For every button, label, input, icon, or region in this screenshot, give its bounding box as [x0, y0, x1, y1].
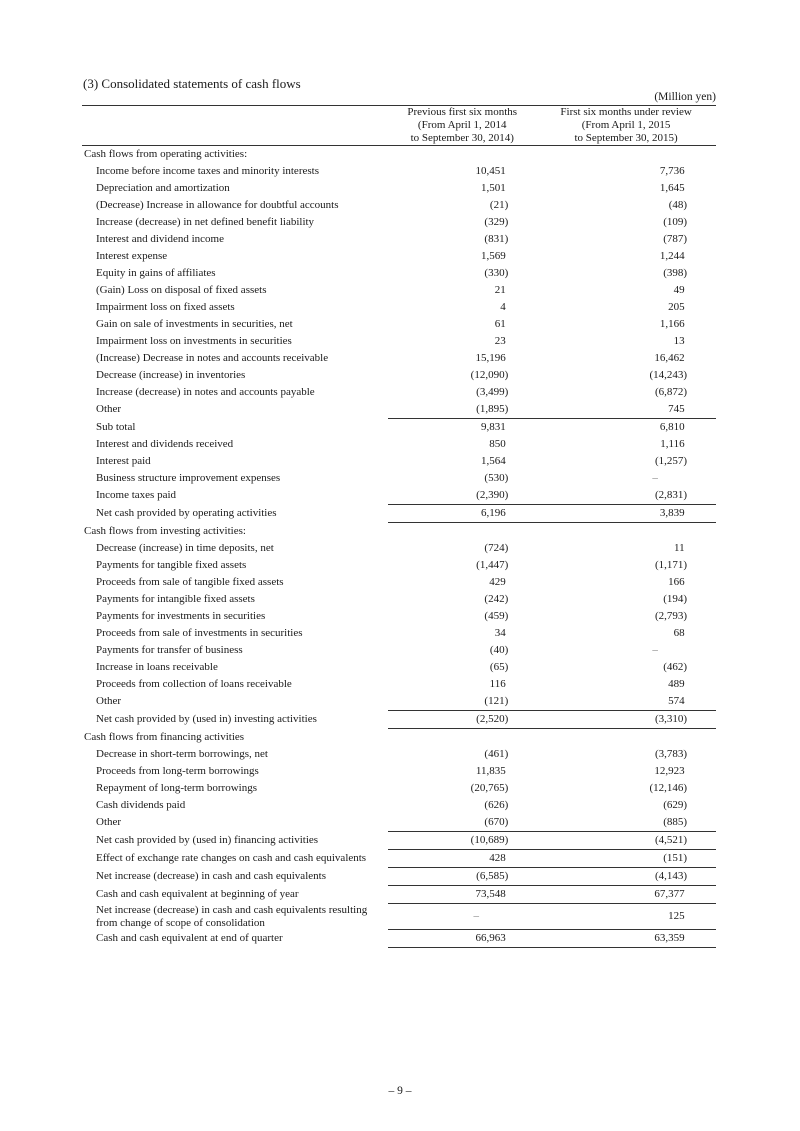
amount: 23 — [494, 335, 506, 347]
previous-period-value — [388, 676, 536, 693]
amount: 574 — [668, 695, 685, 707]
row-label: Cash dividends paid — [96, 799, 186, 811]
amount: – — [473, 910, 479, 922]
amount: (1,447) — [476, 559, 509, 571]
section-header-row — [82, 523, 716, 541]
amount: (3,310) — [655, 713, 688, 725]
row-label: Payments for intangible fixed assets — [96, 593, 255, 605]
amount: (48) — [668, 199, 688, 211]
current-period-value — [536, 850, 716, 868]
row-label: Sub total — [96, 420, 136, 433]
current-period-value — [536, 746, 716, 763]
table-row — [82, 608, 716, 625]
amount: (1,171) — [655, 559, 688, 571]
amount: (2,793) — [655, 610, 688, 622]
table-row — [82, 814, 716, 832]
amount: 66,963 — [475, 932, 506, 944]
row-label: Payments for tangible fixed assets — [96, 559, 247, 571]
current-period-value — [536, 401, 716, 419]
header-label-cell — [82, 106, 388, 146]
amount: 116 — [489, 678, 506, 690]
row-label: Payments for investments in securities — [96, 610, 266, 622]
amount: 7,736 — [659, 165, 685, 177]
column-header-row — [82, 106, 716, 146]
table-row — [82, 436, 716, 453]
amount: 850 — [489, 438, 506, 450]
row-label: Proceeds from sale of tangible fixed assets — [96, 576, 284, 588]
row-label: Increase in loans receivable — [96, 661, 218, 673]
amount: (65) — [489, 661, 509, 673]
previous-period-value — [388, 350, 536, 367]
table-row — [82, 832, 716, 850]
current-period-value — [536, 419, 716, 437]
previous-period-value — [388, 814, 536, 832]
previous-period-value — [388, 384, 536, 401]
previous-period-value — [388, 557, 536, 574]
current-period-value — [536, 505, 716, 523]
section-header-row — [82, 146, 716, 164]
amount: (330) — [484, 267, 509, 279]
current-period-value — [536, 780, 716, 797]
row-label: Other — [96, 403, 122, 416]
current-period-value — [536, 625, 716, 642]
amount: (462) — [663, 661, 688, 673]
previous-period-value — [388, 711, 536, 729]
amount: (724) — [484, 542, 509, 554]
current-period-value — [536, 453, 716, 470]
header-curr-line1: First six months under review — [560, 106, 692, 118]
amount: (670) — [484, 816, 509, 828]
row-label: Net cash provided by (used in) investing activities — [96, 713, 317, 725]
previous-period-value — [388, 625, 536, 642]
current-period-value — [536, 797, 716, 814]
previous-period-value — [388, 850, 536, 868]
row-label: (Increase) Decrease in notes and accounts receivable — [96, 352, 329, 364]
current-period-value — [536, 248, 716, 265]
header-prev-line2: (From April 1, 2014 — [417, 119, 507, 131]
table-row — [82, 540, 716, 557]
table-row — [82, 180, 716, 197]
current-period-value — [536, 711, 716, 729]
current-period-value — [536, 930, 716, 948]
row-label: Decrease (increase) in time deposits, net — [96, 542, 274, 554]
row-label: Interest and dividends received — [96, 438, 234, 450]
amount: (461) — [484, 748, 509, 760]
previous-period-value — [388, 453, 536, 470]
current-period-value — [536, 523, 716, 541]
row-label: Proceeds from sale of investments in securities — [96, 627, 303, 639]
cash-flow-body — [82, 146, 716, 948]
amount: 11 — [673, 542, 685, 554]
current-period-value — [536, 693, 716, 711]
current-period-value — [536, 557, 716, 574]
row-label: Proceeds from long-term borrowings — [96, 765, 259, 777]
current-period-value — [536, 163, 716, 180]
table-row — [82, 265, 716, 282]
amount: – — [652, 644, 658, 656]
previous-period-value — [388, 367, 536, 384]
previous-period-value — [388, 436, 536, 453]
amount: 12,923 — [654, 765, 685, 777]
previous-period-value — [388, 180, 536, 197]
row-label: Increase (decrease) in net defined benefit liability — [96, 216, 315, 228]
table-row — [82, 197, 716, 214]
amount: 6,810 — [659, 421, 685, 433]
amount: 1,501 — [480, 182, 506, 194]
amount: 1,116 — [660, 438, 685, 450]
row-label: Cash flows from financing activities — [84, 730, 245, 743]
amount: 205 — [668, 301, 685, 313]
table-row — [82, 904, 716, 930]
amount: (10,689) — [470, 834, 509, 846]
table-row — [82, 384, 716, 401]
section-header-row — [82, 729, 716, 747]
header-previous-period — [388, 106, 536, 146]
header-curr-line3: to September 30, 2015) — [574, 132, 678, 144]
previous-period-value — [388, 248, 536, 265]
row-label: Income taxes paid — [96, 489, 177, 502]
table-row — [82, 470, 716, 487]
amount: (21) — [489, 199, 509, 211]
amount: – — [652, 472, 658, 484]
table-row — [82, 557, 716, 574]
current-period-value — [536, 265, 716, 282]
amount: 11,835 — [475, 765, 506, 777]
amount: 1,645 — [659, 182, 685, 194]
current-period-value — [536, 904, 716, 930]
current-period-value — [536, 814, 716, 832]
previous-period-value — [388, 591, 536, 608]
previous-period-value — [388, 868, 536, 886]
table-row — [82, 231, 716, 248]
current-period-value — [536, 729, 716, 747]
amount: (831) — [484, 233, 509, 245]
row-label: Depreciation and amortization — [96, 182, 230, 194]
previous-period-value — [388, 763, 536, 780]
amount: (2,520) — [476, 713, 509, 725]
current-period-value — [536, 574, 716, 591]
amount: 67,377 — [654, 888, 685, 900]
amount: 15,196 — [475, 352, 506, 364]
amount: (20,765) — [470, 782, 509, 794]
amount: 125 — [668, 910, 685, 922]
current-period-value — [536, 470, 716, 487]
amount: (121) — [484, 695, 509, 707]
row-label: Interest and dividend income — [96, 233, 224, 245]
current-period-value — [536, 146, 716, 164]
table-row — [82, 868, 716, 886]
amount: (40) — [489, 644, 509, 656]
table-row — [82, 763, 716, 780]
current-period-value — [536, 659, 716, 676]
row-label: Increase (decrease) in notes and accounts payable — [96, 386, 315, 398]
previous-period-value — [388, 523, 536, 541]
row-label: Net cash provided by operating activities — [96, 507, 277, 519]
row-label: Cash flows from operating activities: — [84, 148, 248, 160]
row-label: (Decrease) Increase in allowance for doubtful accounts — [96, 199, 339, 211]
amount: (885) — [663, 816, 688, 828]
amount: 1,244 — [659, 250, 685, 262]
row-label: Impairment loss on investments in securities — [96, 335, 292, 347]
row-label: Net cash provided by (used in) financing activities — [96, 834, 319, 846]
previous-period-value — [388, 265, 536, 282]
table-row — [82, 214, 716, 231]
header-prev-line3: to September 30, 2014) — [410, 132, 514, 144]
previous-period-value — [388, 904, 536, 930]
amount: 61 — [494, 318, 506, 330]
row-label: Cash and cash equivalent at beginning of year — [96, 888, 299, 900]
current-period-value — [536, 384, 716, 401]
amount: 166 — [668, 576, 685, 588]
previous-period-value — [388, 419, 536, 437]
current-period-value — [536, 608, 716, 625]
current-period-value — [536, 214, 716, 231]
amount: (398) — [663, 267, 688, 279]
amount: 489 — [668, 678, 685, 690]
current-period-value — [536, 350, 716, 367]
previous-period-value — [388, 886, 536, 904]
previous-period-value — [388, 780, 536, 797]
current-period-value — [536, 832, 716, 850]
table-row — [82, 780, 716, 797]
current-period-value — [536, 197, 716, 214]
current-period-value — [536, 591, 716, 608]
table-row — [82, 316, 716, 333]
previous-period-value — [388, 574, 536, 591]
amount: (6,585) — [476, 870, 509, 882]
row-label: Decrease in short-term borrowings, net — [96, 748, 268, 760]
table-row — [82, 419, 716, 437]
table-row — [82, 367, 716, 384]
table-row — [82, 591, 716, 608]
amount: (1,257) — [655, 455, 688, 467]
header-current-period — [536, 106, 716, 146]
amount: (14,243) — [649, 369, 688, 381]
previous-period-value — [388, 832, 536, 850]
table-row — [82, 711, 716, 729]
previous-period-value — [388, 930, 536, 948]
previous-period-value — [388, 316, 536, 333]
row-label: Net increase (decrease) in cash and cash equivalents — [96, 870, 326, 882]
amount: (1,895) — [476, 403, 509, 415]
table-row — [82, 282, 716, 299]
amount: 10,451 — [475, 165, 506, 177]
current-period-value — [536, 282, 716, 299]
table-row — [82, 505, 716, 523]
table-row — [82, 746, 716, 763]
table-row — [82, 659, 716, 676]
amount: 429 — [489, 576, 506, 588]
row-label: Business structure improvement expenses — [96, 472, 281, 484]
current-period-value — [536, 868, 716, 886]
amount: 428 — [489, 852, 506, 864]
table-row — [82, 797, 716, 814]
amount: 9,831 — [480, 421, 506, 433]
table-row — [82, 453, 716, 470]
row-label: Impairment loss on fixed assets — [96, 301, 235, 313]
current-period-value — [536, 886, 716, 904]
table-row — [82, 350, 716, 367]
amount: (787) — [663, 233, 688, 245]
row-label: Decrease (increase) in inventories — [96, 369, 246, 381]
previous-period-value — [388, 401, 536, 419]
row-label: Interest paid — [96, 455, 151, 467]
current-period-value — [536, 676, 716, 693]
amount: (530) — [484, 472, 509, 484]
header-curr-line2: (From April 1, 2015 — [581, 119, 671, 131]
table-row — [82, 248, 716, 265]
previous-period-value — [388, 505, 536, 523]
row-label: Effect of exchange rate changes on cash and cash equivalents — [96, 852, 367, 864]
amount: (4,143) — [655, 870, 688, 882]
amount: (626) — [484, 799, 509, 811]
table-row — [82, 163, 716, 180]
previous-period-value — [388, 746, 536, 763]
amount: 73,548 — [475, 888, 506, 900]
previous-period-value — [388, 540, 536, 557]
previous-period-value — [388, 282, 536, 299]
previous-period-value — [388, 729, 536, 747]
table-row — [82, 299, 716, 316]
amount: (629) — [663, 799, 688, 811]
table-row — [82, 401, 716, 419]
previous-period-value — [388, 487, 536, 505]
current-period-value — [536, 367, 716, 384]
previous-period-value — [388, 470, 536, 487]
table-row — [82, 487, 716, 505]
previous-period-value — [388, 146, 536, 164]
amount: (459) — [484, 610, 509, 622]
current-period-value — [536, 487, 716, 505]
amount: (4,521) — [655, 834, 688, 846]
unit-label: (Million yen) — [654, 91, 716, 103]
amount: (3,499) — [476, 386, 509, 398]
table-row — [82, 574, 716, 591]
previous-period-value — [388, 608, 536, 625]
amount: (12,090) — [470, 369, 509, 381]
amount: (12,146) — [649, 782, 688, 794]
amount: 6,196 — [480, 507, 506, 519]
table-row — [82, 693, 716, 711]
amount: 745 — [668, 403, 685, 415]
current-period-value — [536, 316, 716, 333]
amount: 1,166 — [659, 318, 685, 330]
amount: 13 — [673, 335, 685, 347]
previous-period-value — [388, 231, 536, 248]
header-prev-line1: Previous first six months — [407, 106, 518, 118]
amount: 4 — [500, 301, 506, 313]
page-number: – 9 – — [388, 1085, 412, 1097]
amount: 21 — [494, 284, 506, 296]
amount: (6,872) — [655, 386, 688, 398]
row-label: (Gain) Loss on disposal of fixed assets — [96, 284, 267, 296]
row-label: Cash flows from investing activities: — [84, 524, 246, 537]
current-period-value — [536, 763, 716, 780]
row-label: Repayment of long-term borrowings — [96, 782, 257, 794]
previous-period-value — [388, 797, 536, 814]
previous-period-value — [388, 693, 536, 711]
previous-period-value — [388, 214, 536, 231]
current-period-value — [536, 299, 716, 316]
row-label: Proceeds from collection of loans receivable — [96, 678, 292, 690]
amount: (151) — [663, 852, 688, 864]
row-label: Net increase (decrease) in cash and cash equivalents resulting from change of scope of consolidation — [96, 903, 368, 929]
amount: (242) — [484, 593, 509, 605]
amount: 34 — [494, 627, 506, 639]
row-label: Other — [96, 816, 122, 829]
amount: 1,569 — [480, 250, 506, 262]
amount: (329) — [484, 216, 509, 228]
previous-period-value — [388, 333, 536, 350]
row-label: Cash and cash equivalent at end of quarter — [96, 932, 283, 944]
amount: 63,359 — [654, 932, 685, 944]
amount: (109) — [663, 216, 688, 228]
amount: (3,783) — [655, 748, 688, 760]
amount: (194) — [663, 593, 688, 605]
table-row — [82, 625, 716, 642]
previous-period-value — [388, 659, 536, 676]
current-period-value — [536, 436, 716, 453]
table-row — [82, 886, 716, 904]
current-period-value — [536, 231, 716, 248]
amount: 68 — [673, 627, 685, 639]
previous-period-value — [388, 642, 536, 659]
amount: 1,564 — [480, 455, 506, 467]
amount: (2,390) — [476, 489, 509, 501]
current-period-value — [536, 642, 716, 659]
amount: 16,462 — [654, 352, 685, 364]
amount: (2,831) — [655, 489, 688, 501]
row-label: Gain on sale of investments in securities, net — [96, 318, 293, 330]
current-period-value — [536, 540, 716, 557]
current-period-value — [536, 333, 716, 350]
row-label: Other — [96, 695, 122, 708]
previous-period-value — [388, 163, 536, 180]
row-label: Income before income taxes and minority interests — [96, 165, 319, 177]
previous-period-value — [388, 197, 536, 214]
row-label: Interest expense — [96, 250, 168, 262]
table-row — [82, 676, 716, 693]
table-row — [82, 850, 716, 868]
amount: 3,839 — [659, 507, 685, 519]
table-row — [82, 642, 716, 659]
statement-title: (3) Consolidated statements of cash flows — [83, 76, 301, 91]
current-period-value — [536, 180, 716, 197]
amount: 49 — [673, 284, 685, 296]
table-row — [82, 930, 716, 948]
cash-flow-table — [82, 105, 716, 948]
row-label: Equity in gains of affiliates — [96, 267, 216, 279]
table-row — [82, 333, 716, 350]
previous-period-value — [388, 299, 536, 316]
row-label: Payments for transfer of business — [96, 644, 243, 656]
